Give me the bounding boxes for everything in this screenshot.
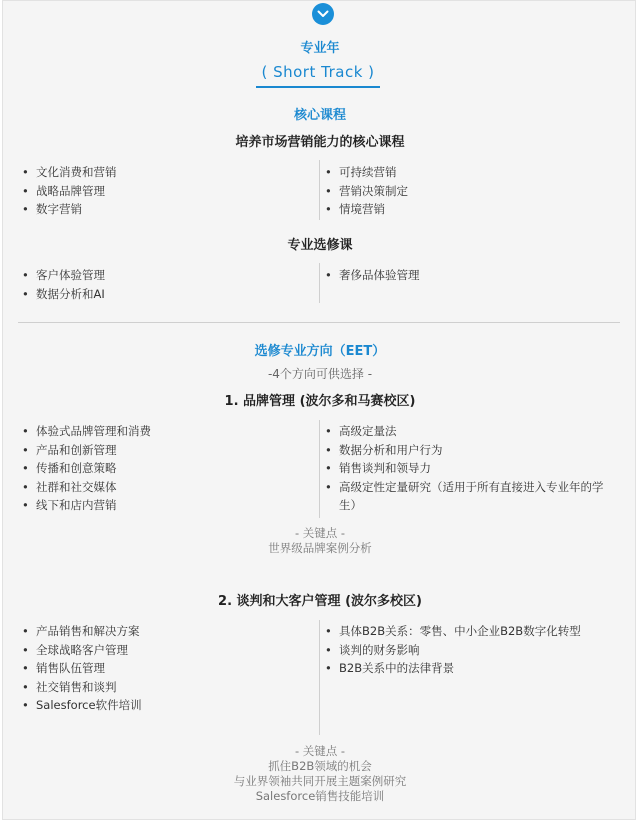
list-item: • Salesforce软件培训 (22, 696, 142, 715)
list-item: • 社群和社交媒体 (22, 478, 151, 497)
electives-right-list (325, 266, 420, 285)
electives-title: 专业选修课 (287, 238, 353, 253)
list-item: • 高级定量法 (325, 422, 615, 441)
brand-key-points (0, 526, 640, 556)
list-item: • 具体B2B关系：零售、中小企业B2B数字化转型 (325, 622, 620, 641)
list-item: • 销售队伍管理 (22, 659, 142, 678)
list-item: • 奢侈品体验管理 (325, 266, 420, 285)
section-title-professional-year: 专业年 (300, 41, 340, 56)
column-divider (319, 263, 320, 303)
eet-subtitle: -4个方向可供选择 - (267, 367, 373, 381)
list-item: • 全球战略客户管理 (22, 641, 142, 660)
list-item: • 线下和店内营销 (22, 496, 151, 515)
key-point: 抓住B2B领域的机会 (268, 759, 372, 773)
key-point: 世界级品牌案例分析 (268, 541, 372, 555)
list-item: • 客户体验管理 (22, 266, 105, 285)
brand-right-list (325, 422, 615, 515)
column-divider (319, 620, 320, 735)
list-item: • 高级定性定量研究（适用于所有直接进入专业年的学生） (325, 478, 615, 515)
chevron-down-icon (317, 10, 329, 18)
core-courses-right-list (325, 163, 408, 219)
list-item: • 传播和创意策略 (22, 459, 151, 478)
negotiation-right-list (325, 622, 620, 678)
list-item: • 文化消费和营销 (22, 163, 117, 182)
list-item: • 营销决策制定 (325, 182, 408, 201)
list-item: • 社交销售和谈判 (22, 678, 142, 697)
column-divider (319, 420, 320, 518)
short-track-tab[interactable]: ( Short Track ) (256, 58, 380, 88)
core-courses-left-list (22, 163, 117, 219)
list-item: • 销售谈判和领导力 (325, 459, 615, 478)
list-item: • 数据分析和AI (22, 285, 105, 304)
list-item: • 体验式品牌管理和消费 (22, 422, 151, 441)
section-divider (18, 322, 620, 323)
list-item: • 可持续营销 (325, 163, 408, 182)
key-points-label: - 关键点 - (294, 744, 346, 758)
list-item: • B2B关系中的法律背景 (325, 659, 620, 678)
list-item: • 战略品牌管理 (22, 182, 117, 201)
list-item: • 谈判的财务影响 (325, 641, 620, 660)
list-item: • 数字营销 (22, 200, 117, 219)
key-point: 与业界领袖共同开展主题案例研究 (233, 774, 407, 788)
list-item: • 情境营销 (325, 200, 408, 219)
brand-left-list (22, 422, 151, 515)
column-divider (319, 160, 320, 220)
list-item: • 数据分析和用户行为 (325, 441, 615, 460)
eet-title: 选修专业方向（EET） (254, 344, 386, 359)
key-point: Salesforce销售技能培训 (255, 789, 385, 803)
list-item: • 产品销售和解决方案 (22, 622, 142, 641)
key-points-label: - 关键点 - (294, 526, 346, 540)
brand-management-title: 1. 品牌管理 (波尔多和马赛校区) (224, 394, 416, 409)
core-courses-subtitle: 培养市场营销能力的核心课程 (235, 135, 405, 150)
negotiation-key-points (0, 744, 640, 804)
core-courses-title: 核心课程 (293, 108, 346, 123)
electives-left-list (22, 266, 105, 303)
list-item: • 产品和创新管理 (22, 441, 151, 460)
negotiation-title: 2. 谈判和大客户管理 (波尔多校区) (218, 594, 422, 609)
negotiation-left-list (22, 622, 142, 715)
expand-toggle-button[interactable] (312, 3, 334, 25)
